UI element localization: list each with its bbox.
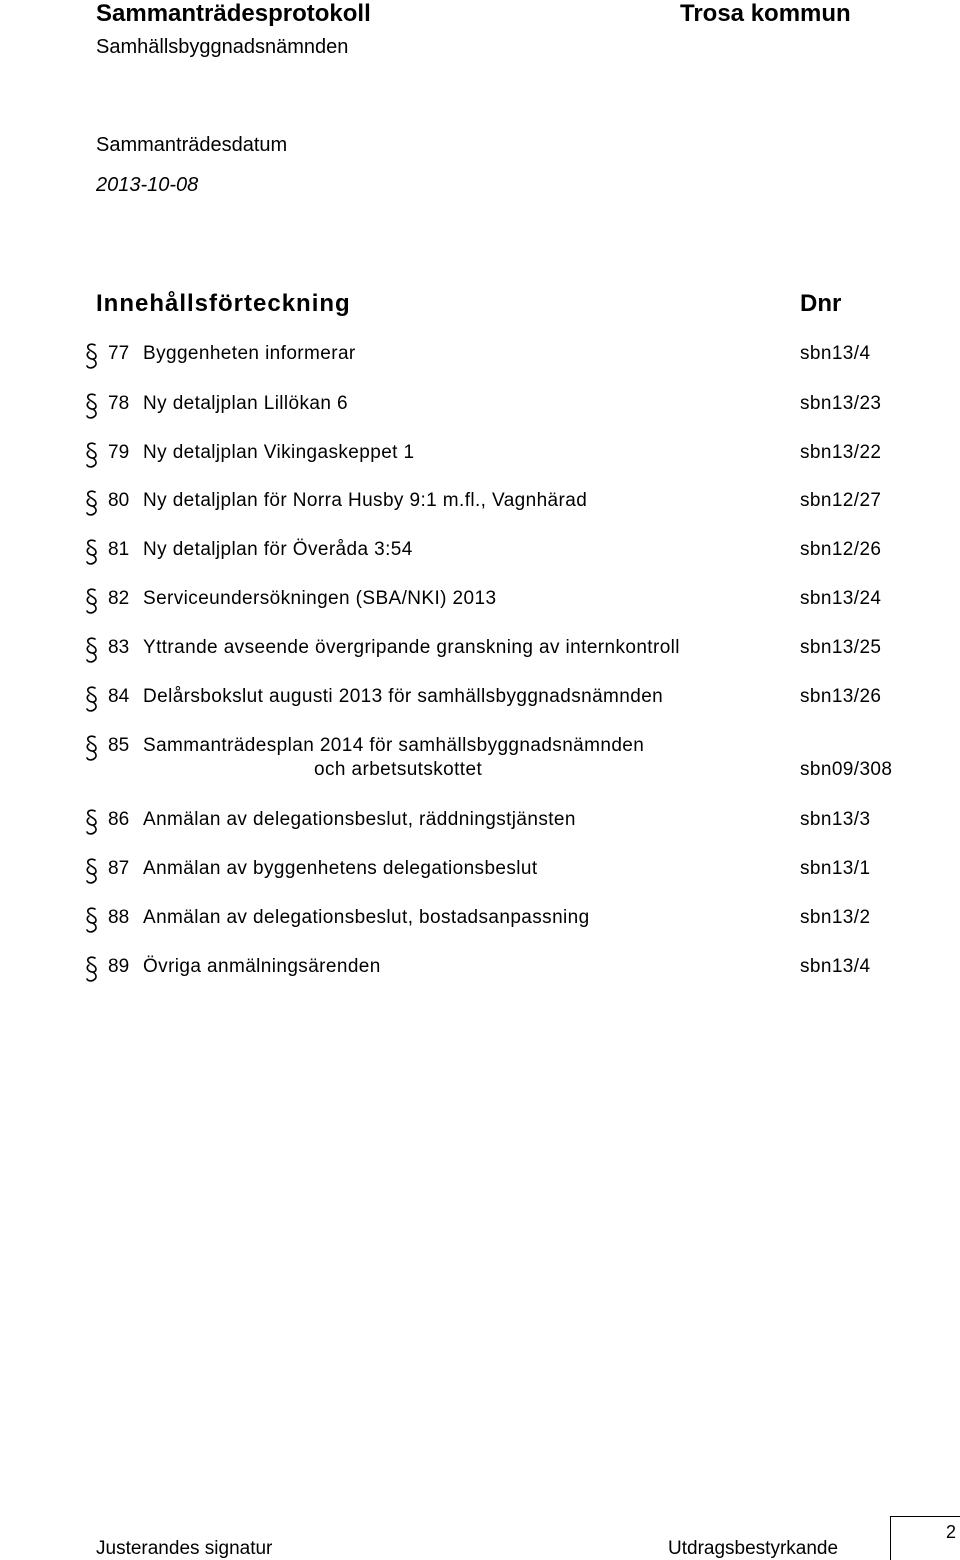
toc-item-number: 87 — [108, 858, 130, 879]
section-sign-icon — [84, 955, 100, 983]
toc-item-dnr: sbn09/308 — [800, 759, 893, 780]
section-sign-icon — [84, 734, 100, 762]
toc-item-title: Ny detaljplan för Norra Husby 9:1 m.fl., Vagnhärad — [143, 490, 588, 511]
dnr-heading: Dnr — [800, 290, 842, 317]
toc-item-number: 82 — [108, 588, 130, 609]
toc-item-number: 88 — [108, 907, 130, 928]
toc-item — [0, 636, 960, 666]
toc-item — [0, 734, 960, 780]
meeting-date-label: Sammanträdesdatum — [96, 134, 288, 156]
toc-item-dnr: sbn13/24 — [800, 588, 882, 609]
section-sign-icon — [84, 857, 100, 885]
toc-item-dnr: sbn13/22 — [800, 442, 882, 463]
section-sign-icon — [84, 685, 100, 713]
section-sign-icon — [84, 392, 100, 420]
toc-item-title: Sammanträdesplan 2014 för samhällsbyggnadsnämnden — [143, 735, 645, 756]
toc-item-number: 86 — [108, 809, 130, 830]
toc-item — [0, 955, 960, 985]
toc-item — [0, 906, 960, 936]
section-sign-icon — [84, 808, 100, 836]
section-sign-icon — [84, 441, 100, 469]
toc-item — [0, 538, 960, 568]
toc-item-dnr: sbn12/26 — [800, 539, 882, 560]
toc-item-title: Övriga anmälningsärenden — [143, 956, 381, 977]
toc-item-dnr: sbn13/3 — [800, 809, 871, 830]
footer-signature-label: Justerandes signatur — [96, 1538, 273, 1559]
toc-item-number: 85 — [108, 735, 130, 756]
toc-item — [0, 342, 960, 372]
toc-item-dnr: sbn13/2 — [800, 907, 871, 928]
toc-item-number: 79 — [108, 442, 130, 463]
toc-item — [0, 489, 960, 519]
document-title: Sammanträdesprotokoll — [96, 0, 371, 27]
footer-certification-label: Utdragsbestyrkande — [668, 1538, 839, 1559]
meeting-date-value: 2013-10-08 — [96, 174, 199, 196]
toc-item-title: Byggenheten informerar — [143, 343, 356, 364]
committee-name: Samhällsbyggnadsnämnden — [96, 36, 349, 58]
toc-item — [0, 392, 960, 422]
toc-item — [0, 808, 960, 838]
toc-item-dnr: sbn13/1 — [800, 858, 871, 879]
toc-item — [0, 685, 960, 715]
toc-item-number: 78 — [108, 393, 130, 414]
section-sign-icon — [84, 906, 100, 934]
toc-item-title: Anmälan av delegationsbeslut, bostadsanpassning — [143, 907, 590, 928]
toc-item-title: Anmälan av delegationsbeslut, räddningstjänsten — [143, 809, 576, 830]
organization-name: Trosa kommun — [680, 0, 851, 27]
section-sign-icon — [84, 489, 100, 517]
section-sign-icon — [84, 636, 100, 664]
toc-item-title: Serviceundersökningen (SBA/NKI) 2013 — [143, 588, 497, 609]
section-sign-icon — [84, 342, 100, 370]
section-sign-icon — [84, 587, 100, 615]
toc-item-number: 84 — [108, 686, 130, 707]
toc-item-number: 89 — [108, 956, 130, 977]
toc-item-title: Delårsbokslut augusti 2013 för samhällsbyggnadsnämnden — [143, 686, 664, 707]
toc-item-title: Ny detaljplan för Överåda 3:54 — [143, 539, 413, 560]
toc-item-number: 83 — [108, 637, 130, 658]
toc-item-dnr: sbn12/27 — [800, 490, 882, 511]
toc-item-number: 77 — [108, 343, 130, 364]
toc-item-dnr: sbn13/4 — [800, 343, 871, 364]
toc-item-title: Yttrande avseende övergripande granskning av internkontroll — [143, 637, 680, 658]
toc-item-number: 81 — [108, 539, 130, 560]
toc-item-title-continued: och arbetsutskottet — [314, 759, 483, 780]
toc-item — [0, 441, 960, 471]
toc-item — [0, 587, 960, 617]
toc-item-title: Ny detaljplan Vikingaskeppet 1 — [143, 442, 415, 463]
toc-item-dnr: sbn13/23 — [800, 393, 882, 414]
toc-item-title: Anmälan av byggenhetens delegationsbeslut — [143, 858, 538, 879]
toc-item-number: 80 — [108, 490, 130, 511]
toc-item-dnr: sbn13/26 — [800, 686, 882, 707]
toc-heading: Innehållsförteckning — [96, 290, 351, 317]
page-number: 2 — [946, 1522, 957, 1542]
toc-item-title: Ny detaljplan Lillökan 6 — [143, 393, 348, 414]
toc-item-dnr: sbn13/25 — [800, 637, 882, 658]
toc-item — [0, 857, 960, 887]
toc-item-dnr: sbn13/4 — [800, 956, 871, 977]
section-sign-icon — [84, 538, 100, 566]
